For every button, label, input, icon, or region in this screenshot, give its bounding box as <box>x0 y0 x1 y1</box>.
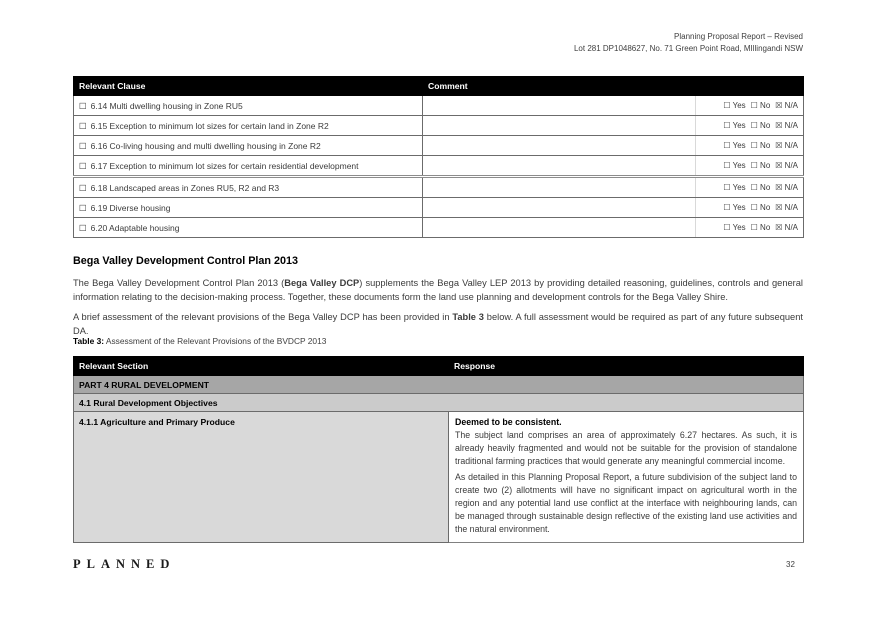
checkbox-no: ☐ No <box>750 223 771 232</box>
body-paragraph <box>73 277 803 304</box>
checkbox-na: ☒ N/A <box>775 121 799 130</box>
comment-cell <box>423 218 696 238</box>
checkbox-yes: ☐ Yes <box>723 141 746 150</box>
comment-cell <box>423 116 696 136</box>
answer-cell <box>696 198 804 218</box>
header-line-1: Planning Proposal Report – Revised <box>674 32 803 41</box>
checkbox-no: ☐ No <box>750 183 771 192</box>
table-row <box>74 136 804 156</box>
checkbox-na: ☒ N/A <box>775 203 799 212</box>
answer-cell <box>696 96 804 116</box>
clause-table-header-row <box>74 77 804 96</box>
response-paragraph: As detailed in this Planning Proposal Report, a future subdivision of the subject land to create two (2) allotments will have no significant impact on agricultural worth in the region and any potential land use conflict at the interface with neighbouring lands, can be managed through sustainable design reflective of the existing land use activities and the natural environment. <box>455 472 797 534</box>
checkbox-no: ☐ No <box>750 141 771 150</box>
table-row <box>74 177 804 198</box>
checkbox-no: ☐ No <box>750 203 771 212</box>
subsection-title-cell: 4.1.1 Agriculture and Primary Produce <box>74 412 449 543</box>
checkbox-icon: ☐ <box>79 141 87 151</box>
clause-cell <box>74 177 423 198</box>
comment-cell <box>423 156 696 177</box>
checkbox-icon: ☐ <box>79 183 87 193</box>
checkbox-icon: ☐ <box>79 121 87 131</box>
page-header <box>574 31 803 54</box>
clause-cell <box>74 198 423 218</box>
response-paragraph: The subject land comprises an area of approximately 6.27 hectares. As such, it is already heavily fragmented and would not be suitable for the provision of standalone traditional farming practices that would generate any meaningful commercial income. <box>455 430 797 466</box>
clause-cell <box>74 156 423 177</box>
checkbox-na: ☒ N/A <box>775 223 799 232</box>
answer-cell <box>696 156 804 177</box>
response-verdict: Deemed to be consistent. <box>455 417 562 427</box>
table-row <box>74 198 804 218</box>
caption-label: Table 3: <box>73 336 105 346</box>
checkbox-no: ☐ No <box>750 121 771 130</box>
clause-cell <box>74 136 423 156</box>
part-heading: PART 4 RURAL DEVELOPMENT <box>74 376 804 394</box>
dcp-table-header-row <box>74 357 804 376</box>
checkbox-na: ☒ N/A <box>775 141 799 150</box>
clause-label: 6.19 Diverse housing <box>90 203 171 213</box>
response-cell <box>449 412 804 543</box>
comment-cell <box>423 96 696 116</box>
checkbox-icon: ☐ <box>79 101 87 111</box>
column-header-relevant-section: Relevant Section <box>74 357 449 376</box>
paragraph-text: below. A full assessment would be required as part of any future subsequent DA. <box>73 312 803 336</box>
comment-cell <box>423 177 696 198</box>
checkbox-yes: ☐ Yes <box>723 223 746 232</box>
paragraph-text: The Bega Valley Development Control Plan 2013 ( <box>73 278 285 288</box>
column-header-relevant-clause: Relevant Clause <box>74 77 423 96</box>
clause-label: 6.15 Exception to minimum lot sizes for certain land in Zone R2 <box>90 121 329 131</box>
bold-term: Table 3 <box>452 312 484 322</box>
checkbox-yes: ☐ Yes <box>723 183 746 192</box>
clause-table <box>73 76 804 238</box>
header-line-2: Lot 281 DP1048627, No. 71 Green Point Road, MIllingandi NSW <box>573 43 803 53</box>
clause-cell <box>74 116 423 136</box>
comment-cell <box>423 136 696 156</box>
dcp-assessment-table <box>73 356 804 543</box>
caption-text: Assessment of the Relevant Provisions of the BVDCP 2013 <box>104 336 327 346</box>
column-header-response: Response <box>449 357 804 376</box>
answer-cell <box>696 177 804 198</box>
comment-cell <box>423 198 696 218</box>
clause-label: 6.18 Landscaped areas in Zones RU5, R2 and R3 <box>90 183 280 193</box>
table-row <box>74 218 804 238</box>
paragraph-text: A brief assessment of the relevant provisions of the Bega Valley DCP has been provided in <box>73 312 453 322</box>
checkbox-yes: ☐ Yes <box>723 121 746 130</box>
checkbox-yes: ☐ Yes <box>723 101 746 110</box>
checkbox-no: ☐ No <box>750 101 771 110</box>
planned-logo: PLANNED <box>73 557 176 571</box>
table-caption <box>73 336 326 346</box>
clause-cell <box>74 218 423 238</box>
section-heading: Bega Valley Development Control Plan 2013 <box>73 255 299 267</box>
clause-label: 6.17 Exception to minimum lot sizes for certain residential development <box>90 161 359 171</box>
answer-cell <box>696 218 804 238</box>
part-heading-row <box>74 376 804 394</box>
clause-label: 6.14 Multi dwelling housing in Zone RU5 <box>90 101 243 111</box>
checkbox-icon: ☐ <box>79 161 87 171</box>
checkbox-na: ☒ N/A <box>775 101 799 110</box>
bold-term: Bega Valley DCP <box>284 278 360 288</box>
checkbox-na: ☒ N/A <box>775 161 799 170</box>
table-row <box>74 96 804 116</box>
checkbox-icon: ☐ <box>79 203 87 213</box>
checkbox-yes: ☐ Yes <box>723 161 746 170</box>
clause-label: 6.20 Adaptable housing <box>90 223 180 233</box>
checkbox-no: ☐ No <box>750 161 771 170</box>
body-paragraph <box>73 311 803 338</box>
table-row <box>74 116 804 136</box>
section-heading-row <box>74 394 804 412</box>
page-number: 32 <box>786 560 795 569</box>
checkbox-icon: ☐ <box>79 223 87 233</box>
paragraph-text: ) supplements the Bega Valley LEP 2013 by providing detailed reasoning, guidelines, controls and general information relating to the decision-making process. Together, these documents form the land use planning and development controls for the Bega Valley Shire. <box>73 278 803 302</box>
answer-cell <box>696 116 804 136</box>
table-row <box>74 156 804 177</box>
section-heading-cell: 4.1 Rural Development Objectives <box>74 394 804 412</box>
checkbox-na: ☒ N/A <box>775 183 799 192</box>
answer-cell <box>696 136 804 156</box>
clause-cell <box>74 96 423 116</box>
subsection-row <box>74 412 804 543</box>
clause-label: 6.16 Co-living housing and multi dwelling housing in Zone R2 <box>90 141 321 151</box>
column-header-comment: Comment <box>423 77 804 96</box>
checkbox-yes: ☐ Yes <box>723 203 746 212</box>
